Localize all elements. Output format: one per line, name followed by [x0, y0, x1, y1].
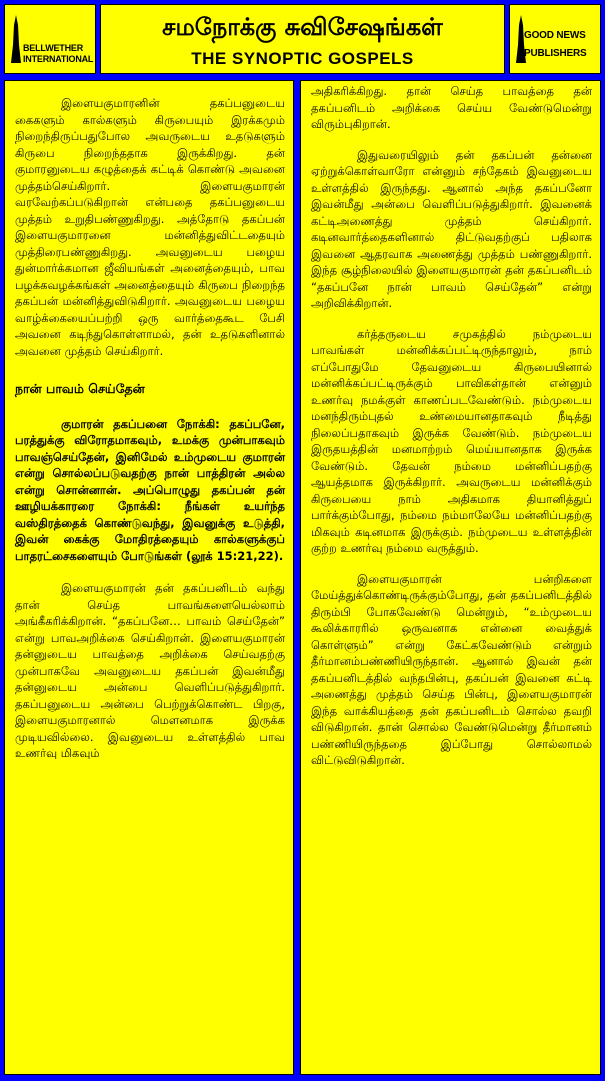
paragraph: கர்த்தருடைய சமுகத்தில் நம்முடைய பாவங்கள் மன்னிக்கப்பட்டிருந்தாலும், நாம் எப்போதுமே தேவனுடைய கிருபையினால் மன்னிக்கப்பட்டிருக்கும் பாவிகள்தான் என்னும் உணர்வு நமக்குள் காணப்படவேண்டும். நம்முடைய மனந்திரும்புதல் உண்மையானதாகவும் நீடித்து நிலைப்பதாகவும் இருக்க வேண்டும். நம்முடைய இருதயத்தின் மனமாற்றம் மெய்யானதாக இருக்க வேண்டும். தேவன் நம்மை மன்னிப்பதற்கு ஆயத்தமாக இருக்கிறார். அவருடைய மன்னிக்கும் கிருபையை நாம் அதிகமாக தியானித்துப் பார்க்கும்போது, நம்மை நம்மாலேயே மன்னிப்பதற்கு மிகவும் கடினமாக இருக்கும். நம்முடைய உள்ளத்தின் குற்ற உணர்வு நம்மை வருத்தும்.	[311, 326, 592, 555]
right-column	[300, 80, 601, 1075]
tower-icon	[11, 15, 21, 63]
good-news-publishers-logo-text	[524, 27, 586, 63]
section-heading: நான் பாவம் செய்தேன்	[15, 381, 145, 396]
left-column	[4, 80, 294, 1075]
paragraph: இளையகுமாரனின் தகப்பனுடைய கைகளும் கால்களும் கிருபையும் இரக்கமும் நிறைந்திருப்பதுபோல அவருடைய உதடுகளும் கிருபை நிறைந்ததாக இருக்கிறது. தன் குமாரனுடைய கழுத்தைக் கட்டிக் கொண்டு அவனை முத்தம்செய்கிறார். இளையகுமாரன் வரவேற்கப்படுகிறான் என்பதை தகப்பனுடைய முத்தம் உறுதிபண்ணுகிறது. அத்தோடு தகப்பன் இளையகுமாரனை மன்னித்துவிட்டதையும் முத்திரைபண்ணுகிறது. அவனுடைய பழைய துன்மார்க்கமான ஜீவியங்கள் அனைத்தையும், பாவ பழக்கவழக்கங்கள் அனைத்தையும் கிருபை நிறைந்த தகப்பன் மன்னித்துவிடுகிறார். அவனுடைய பழைய வாழ்க்கையைப்பற்றி ஒரு வார்த்தைகூட பேசி அவனை கடிந்துகொள்ளாமல், தன் உதடுகளினால் அவனை முத்தம் செய்கிறார்.	[15, 96, 285, 358]
bellwether-logo	[4, 4, 96, 74]
page-title-english: THE SYNOPTIC GOSPELS	[191, 49, 414, 68]
logo-right-line1: GOOD NEWS	[524, 30, 586, 41]
page-title-tamil: சமநோக்கு சுவிசேஷங்கள்	[162, 13, 443, 41]
logo-left-line2: INTERNATIONAL	[23, 54, 94, 64]
good-news-publishers-logo	[509, 4, 601, 74]
paragraph: அதிகரிக்கிறது. தான் செய்த பாவத்தை தன் தகப்பனிடம் அறிக்கை செய்ய வேண்டுமென்று விரும்புகிறான்.	[311, 84, 592, 131]
paragraph: இளையகுமாரன் தன் தகப்பனிடம் வந்து தான் செய்த பாவங்களையெல்லாம் அங்கீகரிக்கிறான். “தகப்பனே… பாவம் செய்தேன்” என்று பாவஅறிக்கை செய்கிறான். இளையகுமாரன் தன்னுடைய பாவத்தை அறிக்கை செய்வதற்கு முன்பாகவே அவனுடைய தகப்பன் இவன்மீது தன்னுடைய அன்பை வெளிப்படுத்துகிறார். தகப்பனுடைய அன்பை பெற்றுக்கொண்ட பிறகு, இளையகுமாரனால் மௌனமாக இருக்க முடியவில்லை. இவனுடைய உள்ளத்தில் பாவ உணர்வு மிகவும்	[15, 581, 285, 760]
scripture-verse: குமாரன் தகப்பனை நோக்கி: தகப்பனே, பரத்துக்கு விரோதமாகவும், உமக்கு முன்பாகவும் பாவஞ்செய்தேன், இனிமேல் உம்முடைய குமாரன் என்று சொல்லப்படுவதற்கு நான் பாத்திரன் அல்ல என்று சொன்னான். அப்பொழுது தகப்பன் தன் ஊழியக்காரரை நோக்கி: நீங்கள் உயர்ந்த வஸ்திரத்தைக் கொண்டுவந்து, இவனுக்கு உடுத்தி, இவன் கைக்கு மோதிரத்தையும் கால்களுக்குப் பாதரட்சைகளையும் போடுங்கள் (லூக் 15:21,22).	[15, 416, 285, 563]
logo-left-line1: BELLWETHER	[23, 43, 83, 53]
paragraph: இளையகுமாரன் பன்றிகளை மேய்த்துக்கொண்டிருக்கும்போது, தன் தகப்பனிடத்தில் திரும்பி போகவேண்டு மென்றும், “உம்முடைய கூலிக்காரரில் ஒருவனாக என்னை வைத்துக் கொள்ளும்” என்று கேட்கவேண்டும் என்றும் தீர்மானம்பண்ணியிருந்தான். ஆனால் இவன் தன் தகப்பனிடத்தில் வந்தபின்பு, தகப்பன் இவனை கட்டி அணைத்து முத்தம் செய்த பின்பு, இளையகுமாரன் இந்த வாக்கியத்தை தன் தகப்பனிடம் சொல்ல தவறி விடுகிறான். தான் சொல்ல வேண்டுமென்று தீர்மானம் பண்ணியிருந்ததை இப்போது சொல்லாமல் விட்டுவிடுகிறான்.	[311, 571, 592, 767]
paragraph: இதுவரையிலும் தன் தகப்பன் தன்னை ஏற்றுக்கொள்வாரோ என்னும் சந்தேகம் இவனுடைய உள்ளத்தில் இருந்தது. ஆனால் அந்த தகப்பனோ இவன்மீது அன்பை வெளிப்படுத்துகிறார். இவனைக் கட்டிஅணைத்து முத்தம் செய்கிறார். கடினவார்த்தைகளினால் திட்டுவதற்குப் பதிலாக இவனை ஆதரவாக அணைத்து முத்தம் பண்ணுகிறார். இந்த சூழ்நிலையில் இளையகுமாரன் தன் தகப்பனிடம் “தகப்பனே நான் பாவம் செய்தேன்” என்று அறிவிக்கிறான்.	[311, 147, 592, 310]
logo-right-line2: PUBLISHERS	[524, 48, 587, 59]
bellwether-logo-text	[23, 43, 93, 65]
header	[0, 0, 605, 80]
title-box	[100, 4, 505, 74]
